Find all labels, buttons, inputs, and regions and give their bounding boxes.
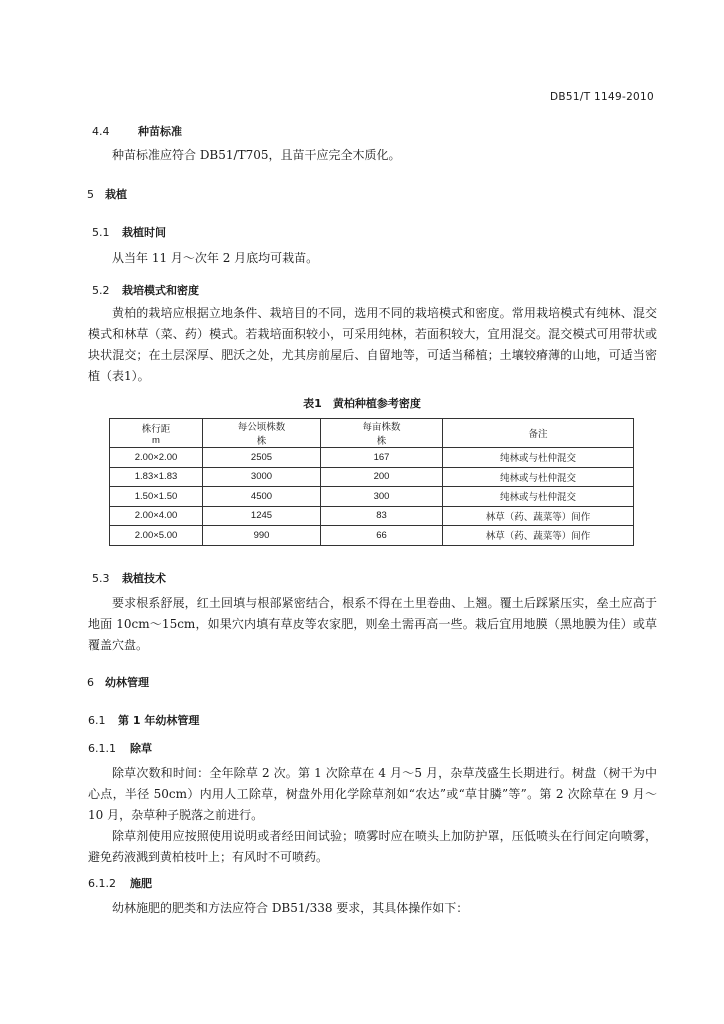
- section-4-4-heading: [92, 123, 182, 139]
- table-row: [110, 487, 634, 507]
- table-header-row: [110, 419, 634, 448]
- table-row: [110, 526, 634, 546]
- section-title: 第 1 年幼林管理: [118, 714, 200, 727]
- table-cell: 200: [321, 467, 443, 487]
- table-row: [110, 467, 634, 487]
- section-number: 6: [87, 676, 94, 689]
- table-cell: 林草（药、蔬菜等）间作: [443, 506, 634, 526]
- section-number: 5.3: [92, 572, 110, 585]
- table-cell: 林草（药、蔬菜等）间作: [443, 526, 634, 546]
- table-row: [110, 506, 634, 526]
- table-cell: 2.00×4.00: [110, 506, 203, 526]
- planting-density-table: [109, 418, 634, 546]
- table-cell: 300: [321, 487, 443, 507]
- section-number: 6.1: [88, 714, 106, 727]
- header-spacing: 株行距 m: [110, 419, 203, 448]
- table-cell: 2.00×5.00: [110, 526, 203, 546]
- table-cell: 纯林或与杜仲混交: [443, 487, 634, 507]
- section-title: 栽植时间: [122, 226, 166, 239]
- section-5-1-text: 从当年 11 月～次年 2 月底均可栽苗。: [112, 251, 319, 265]
- table-cell: 1.83×1.83: [110, 467, 203, 487]
- section-4-4-text: 种苗标准应符合 DB51/T705，且苗干应完全木质化。: [112, 148, 401, 162]
- table-cell: 2505: [203, 448, 321, 468]
- table-row: [110, 448, 634, 468]
- section-6-1-2-text: 幼林施肥的肥类和方法应符合 DB51/338 要求，其具体操作如下：: [112, 901, 469, 915]
- section-6-1-heading: [88, 712, 199, 728]
- header-per-mu: 每亩株数 株: [321, 419, 443, 448]
- table-cell: 纯林或与杜仲混交: [443, 467, 634, 487]
- section-title: 栽植: [105, 188, 127, 201]
- section-number: 5.1: [92, 226, 110, 239]
- section-5-2-text: 黄柏的栽培应根据立地条件、栽培目的不同，选用不同的栽培模式和密度。常用栽培模式有纯林、混交模式和林草（菜、药）模式。若栽培面积较小，可采用纯林，若面积较大，宜用混交。混交模式可用带状或块状混交；在土层深厚、肥沃之处，尤其房前屋后、自留地等，可适当稀植；土壤较瘠薄的山地，可适当密植（表1）。: [88, 306, 657, 383]
- section-title: 幼林管理: [105, 676, 149, 689]
- table-title: 表1 黄柏种植参考密度: [303, 397, 421, 410]
- table-cell: 4500: [203, 487, 321, 507]
- table-cell: 1245: [203, 506, 321, 526]
- section-title: 种苗标准: [138, 125, 182, 138]
- table-cell: 990: [203, 526, 321, 546]
- section-6-1-1-heading: [88, 740, 152, 756]
- header-remarks: 备注: [443, 419, 634, 448]
- section-5-heading: [87, 186, 127, 202]
- table-cell: 167: [321, 448, 443, 468]
- table-cell: 1.50×1.50: [110, 487, 203, 507]
- section-title: 栽植技术: [122, 572, 166, 585]
- section-number: 5.2: [92, 284, 110, 297]
- section-number: 4.4: [92, 125, 110, 138]
- table-cell: 2.00×2.00: [110, 448, 203, 468]
- section-5-1-heading: [92, 224, 166, 240]
- section-title: 栽培模式和密度: [122, 284, 199, 297]
- section-6-1-1-text-2: 除草剂使用应按照使用说明或者经田间试验；喷雾时应在喷头上加防护罩，压低喷头在行间定向喷雾，避免药液溅到黄柏枝叶上；有风时不可喷药。: [88, 829, 657, 864]
- table-cell: 66: [321, 526, 443, 546]
- section-title: 施肥: [130, 877, 152, 890]
- section-number: 6.1.2: [88, 877, 116, 890]
- section-5-3-heading: [92, 570, 166, 586]
- section-6-1-1-text-1: 除草次数和时间：全年除草 2 次。第 1 次除草在 4 月～5 月，杂草茂盛生长期进行。树盘（树干为中心点，半径 50cm）内用人工除草，树盘外用化学除草剂如“农达”或“草甘膦”等”。第 2 次除草在 9 月～10 月，杂草种子脱落之前进行。: [88, 766, 657, 822]
- section-number: 5: [87, 188, 94, 201]
- section-5-3-text: 要求根系舒展，红土回填与根部紧密结合，根系不得在土里卷曲、上翘。覆土后踩紧压实，垒土应高于地面 10cm～15cm，如果穴内填有草皮等农家肥，则垒土需再高一些。栽后宜用地膜（黑地膜为佳）或草覆盖穴盘。: [88, 596, 657, 652]
- section-5-2-heading: [92, 282, 199, 298]
- document-code: DB51/T 1149-2010: [550, 91, 654, 103]
- table-cell: 3000: [203, 467, 321, 487]
- section-number: 6.1.1: [88, 742, 116, 755]
- section-6-heading: [87, 674, 149, 690]
- section-6-1-2-heading: [88, 875, 152, 891]
- table-cell: 纯林或与杜仲混交: [443, 448, 634, 468]
- header-per-hectare: 每公顷株数 株: [203, 419, 321, 448]
- section-title: 除草: [130, 742, 152, 755]
- table-cell: 83: [321, 506, 443, 526]
